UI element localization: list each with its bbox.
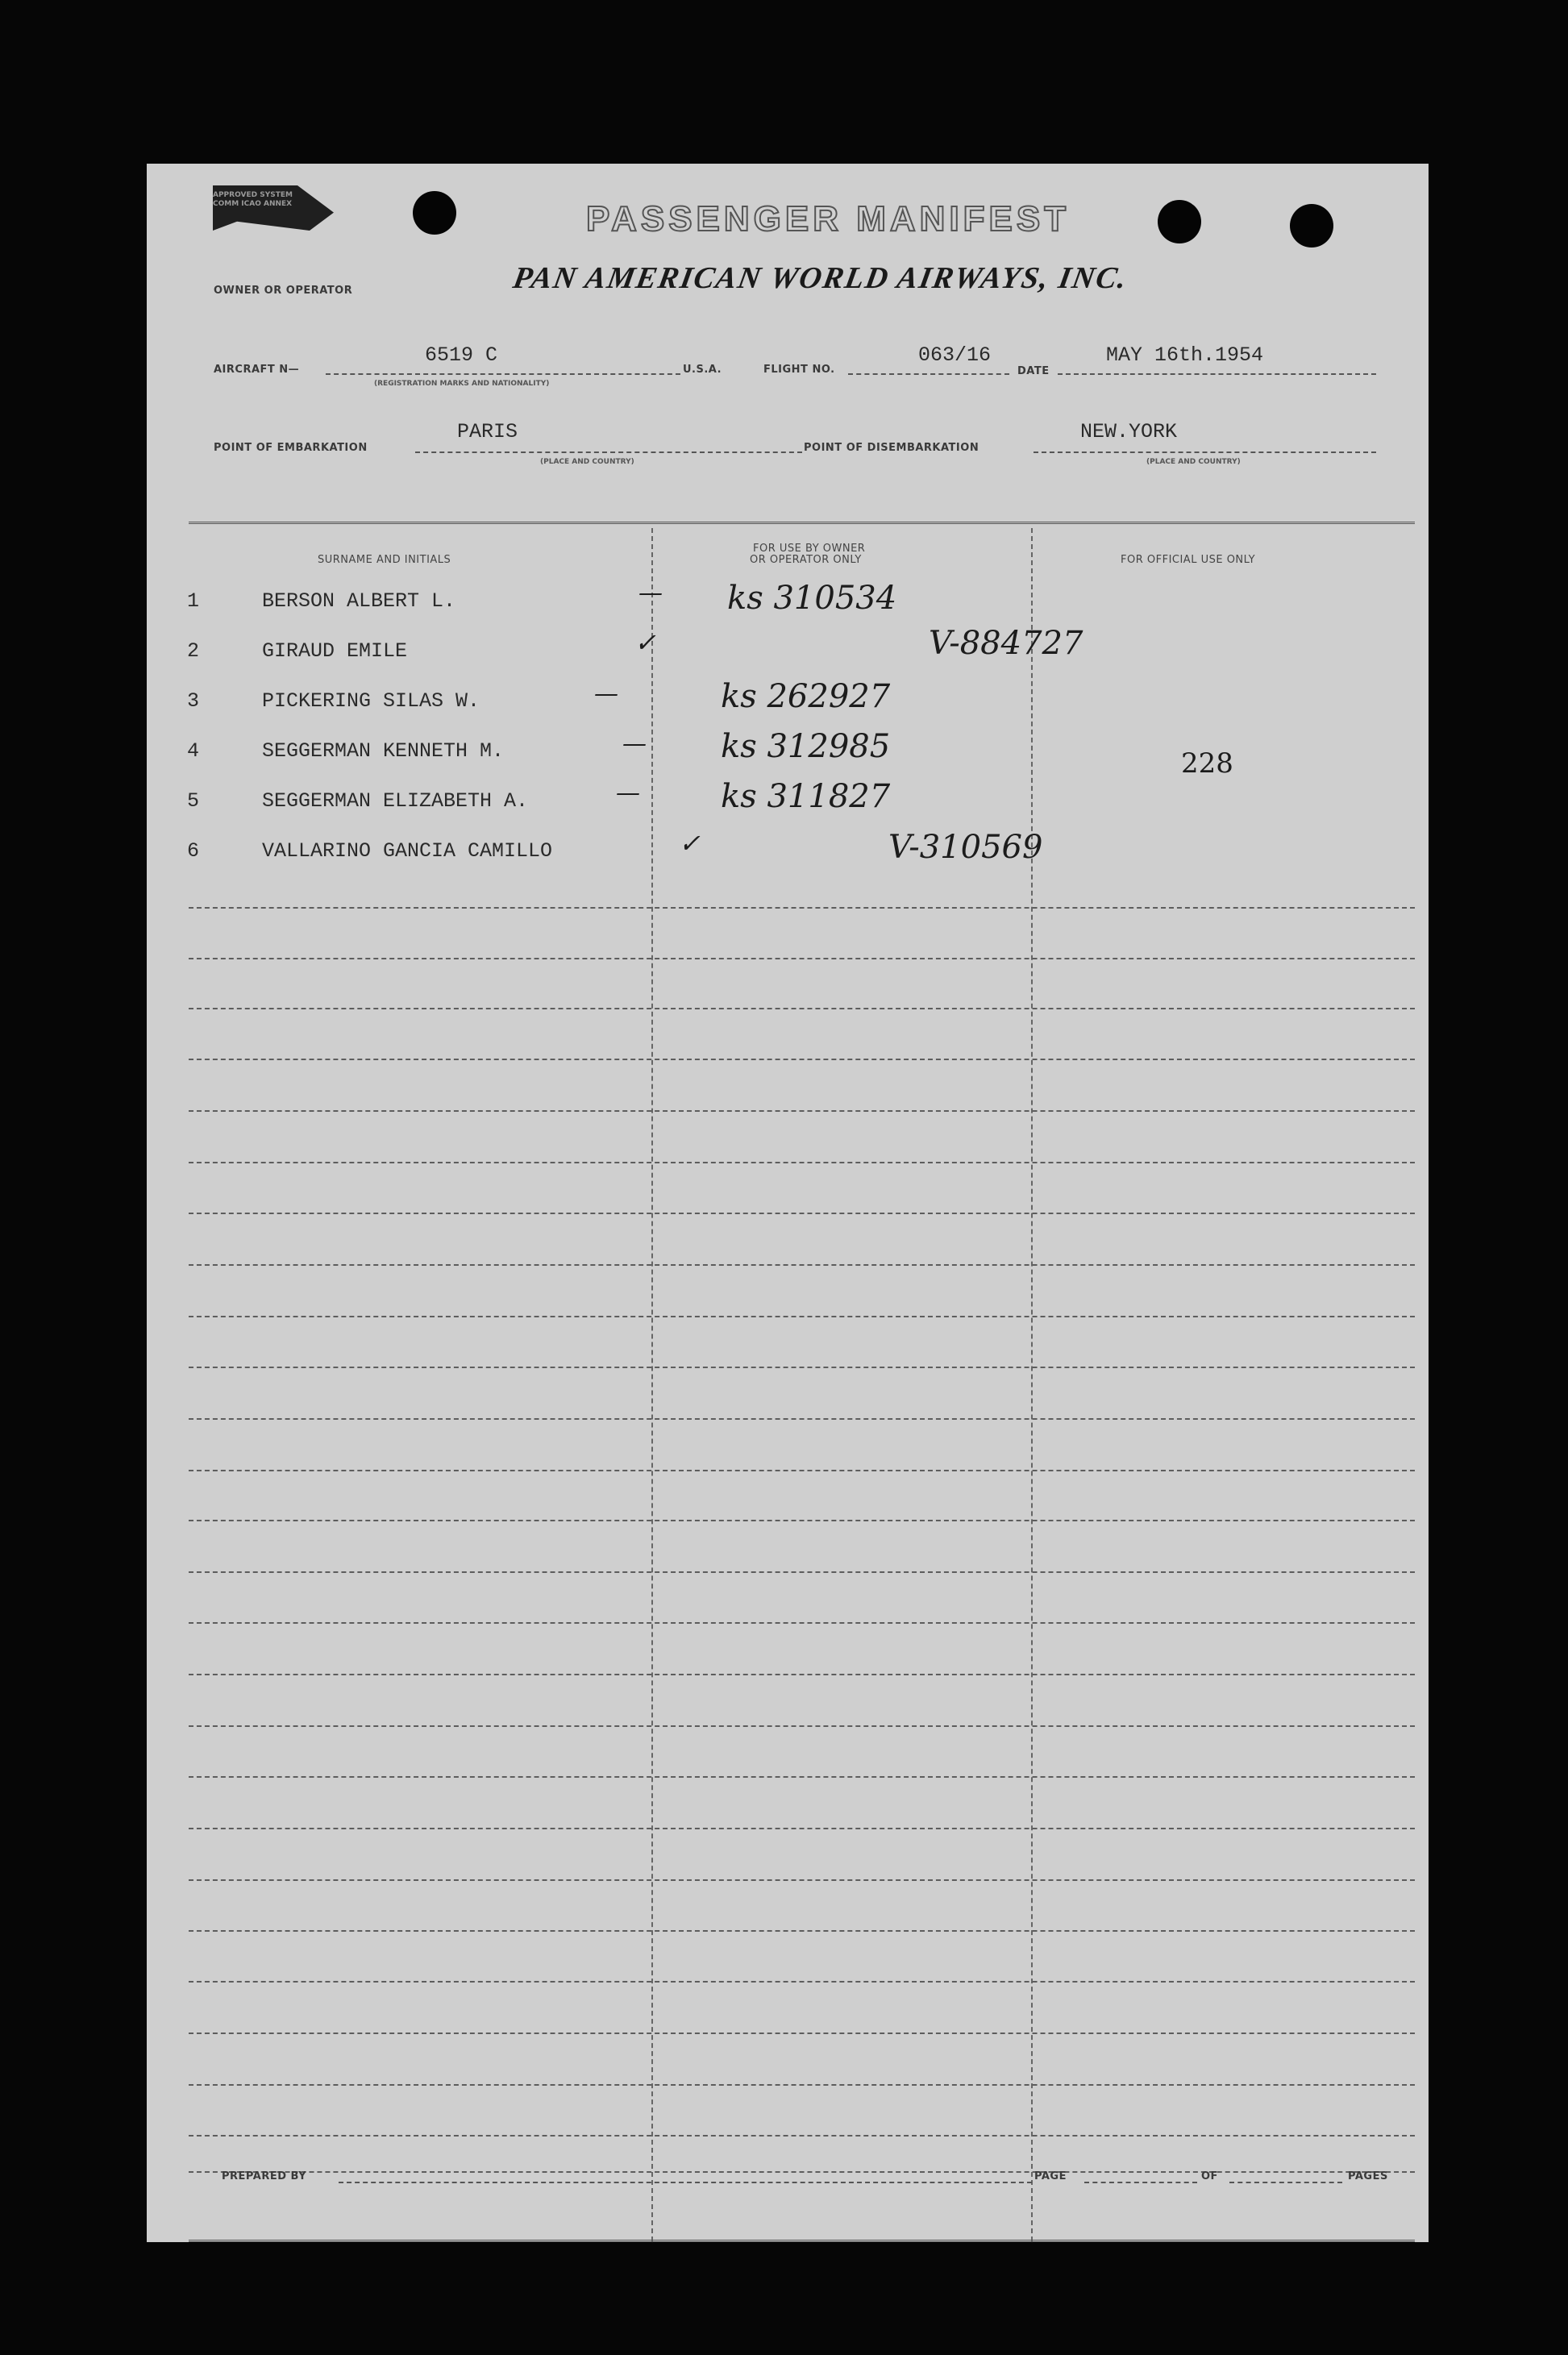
- row-line: [189, 1059, 1415, 1060]
- owner-use-number: ks 310534: [727, 580, 897, 617]
- row-number: 2: [187, 639, 200, 663]
- row-number: 6: [187, 839, 200, 863]
- row-line: [189, 907, 1415, 909]
- tick-mark: —: [594, 680, 618, 708]
- passenger-name: SEGGERMAN KENNETH M.: [262, 739, 505, 763]
- row-line: [189, 2084, 1415, 2086]
- col-header-surname: SURNAME AND INITIALS: [318, 554, 451, 566]
- row-line: [189, 1776, 1415, 1778]
- passenger-name: SEGGERMAN ELIZABETH A.: [262, 789, 529, 813]
- row-line: [189, 1930, 1415, 1932]
- aircraft-value: 6519 C: [425, 343, 498, 367]
- aircraft-underline: [326, 373, 680, 375]
- row-line: [189, 1110, 1415, 1112]
- column-divider: [651, 528, 653, 2241]
- pages-label: PAGES: [1348, 2170, 1388, 2182]
- owner-use-number: ks 312985: [721, 728, 891, 765]
- row-line: [189, 1879, 1415, 1881]
- disembarkation-value: NEW.YORK: [1080, 420, 1178, 443]
- row-line: [189, 1316, 1415, 1317]
- registration-note: (REGISTRATION MARKS AND NATIONALITY): [374, 380, 550, 388]
- col-header-owner-line1: FOR USE BY OWNER: [753, 543, 866, 555]
- passenger-name: GIRAUD EMILE: [262, 639, 408, 663]
- tick-mark: —: [622, 730, 647, 758]
- page-label: PAGE: [1034, 2170, 1067, 2182]
- col-header-official: FOR OFFICIAL USE ONLY: [1121, 554, 1256, 566]
- disembarkation-underline: [1034, 451, 1376, 453]
- date-label: DATE: [1017, 365, 1050, 377]
- passenger-name: PICKERING SILAS W.: [262, 689, 480, 713]
- punch-hole: [1158, 200, 1201, 243]
- aircraft-label: AIRCRAFT N—: [214, 364, 300, 376]
- form-title: PASSENGER MANIFEST: [586, 199, 1071, 239]
- row-line: [189, 1571, 1415, 1573]
- row-line: [189, 1981, 1415, 1983]
- disembarkation-label: POINT OF DISEMBARKATION: [804, 442, 979, 454]
- official-use-value: 228: [1181, 747, 1233, 780]
- row-line: [189, 958, 1415, 959]
- place-note: (PLACE AND COUNTRY): [540, 458, 634, 466]
- tick-mark: ✓: [634, 627, 656, 658]
- punch-hole: [1290, 204, 1333, 248]
- row-line: [189, 1213, 1415, 1214]
- row-line: [189, 1622, 1415, 1624]
- page-underline: [1084, 2182, 1197, 2183]
- embarkation-label: POINT OF EMBARKATION: [214, 442, 368, 454]
- column-divider: [1031, 528, 1033, 2241]
- date-value: MAY 16th.1954: [1106, 343, 1264, 367]
- tick-mark: —: [638, 579, 663, 607]
- row-line: [189, 1008, 1415, 1009]
- row-line: [189, 1520, 1415, 1521]
- row-line: [189, 1162, 1415, 1163]
- passenger-name: VALLARINO GANCIA CAMILLO: [262, 839, 553, 863]
- flight-value: 063/16: [918, 343, 992, 367]
- row-number: 4: [187, 739, 200, 763]
- row-line: [189, 1674, 1415, 1675]
- table-bottom-border: [189, 2240, 1415, 2242]
- owner-use-number: ks 311827: [721, 778, 891, 815]
- place-note: (PLACE AND COUNTRY): [1146, 458, 1241, 466]
- row-number: 5: [187, 789, 200, 813]
- embarkation-value: PARIS: [457, 420, 518, 443]
- row-line: [189, 1264, 1415, 1266]
- row-line: [189, 2135, 1415, 2137]
- usa-label: U.S.A.: [683, 364, 722, 376]
- flight-label: FLIGHT NO.: [763, 364, 835, 376]
- flight-underline: [848, 373, 1009, 375]
- of-underline: [1229, 2182, 1342, 2183]
- row-line: [189, 1367, 1415, 1368]
- embarkation-underline: [415, 451, 802, 453]
- owner-use-number: ks 262927: [721, 678, 891, 715]
- of-label: OF: [1201, 2170, 1218, 2182]
- row-line: [189, 1418, 1415, 1420]
- tick-mark: ✓: [679, 828, 701, 859]
- passenger-name: BERSON ALBERT L.: [262, 589, 456, 613]
- row-line: [189, 1470, 1415, 1471]
- row-line: [189, 1725, 1415, 1727]
- prepared-by-underline: [339, 2182, 1032, 2183]
- tick-mark: —: [616, 779, 640, 807]
- date-underline: [1058, 373, 1376, 375]
- row-number: 1: [187, 589, 200, 613]
- owner-use-number: V-884727: [929, 625, 1083, 662]
- punch-hole: [413, 191, 456, 235]
- prepared-by-label: PREPARED BY: [222, 2170, 307, 2182]
- table-top-border: [189, 522, 1415, 524]
- row-line: [189, 2033, 1415, 2034]
- row-line: [189, 1828, 1415, 1829]
- airline-name: PAN AMERICAN WORLD AIRWAYS, INC.: [510, 261, 1131, 295]
- owner-use-number: V-310569: [888, 829, 1043, 866]
- col-header-owner-line2: OR OPERATOR ONLY: [750, 554, 862, 566]
- owner-label: OWNER OR OPERATOR: [214, 285, 353, 297]
- row-number: 3: [187, 689, 200, 713]
- approval-stamp-text: APPROVED SYSTEM COMM ICAO ANNEX: [213, 191, 293, 208]
- manifest-form: [147, 164, 1429, 2242]
- row-line: [189, 2171, 1415, 2173]
